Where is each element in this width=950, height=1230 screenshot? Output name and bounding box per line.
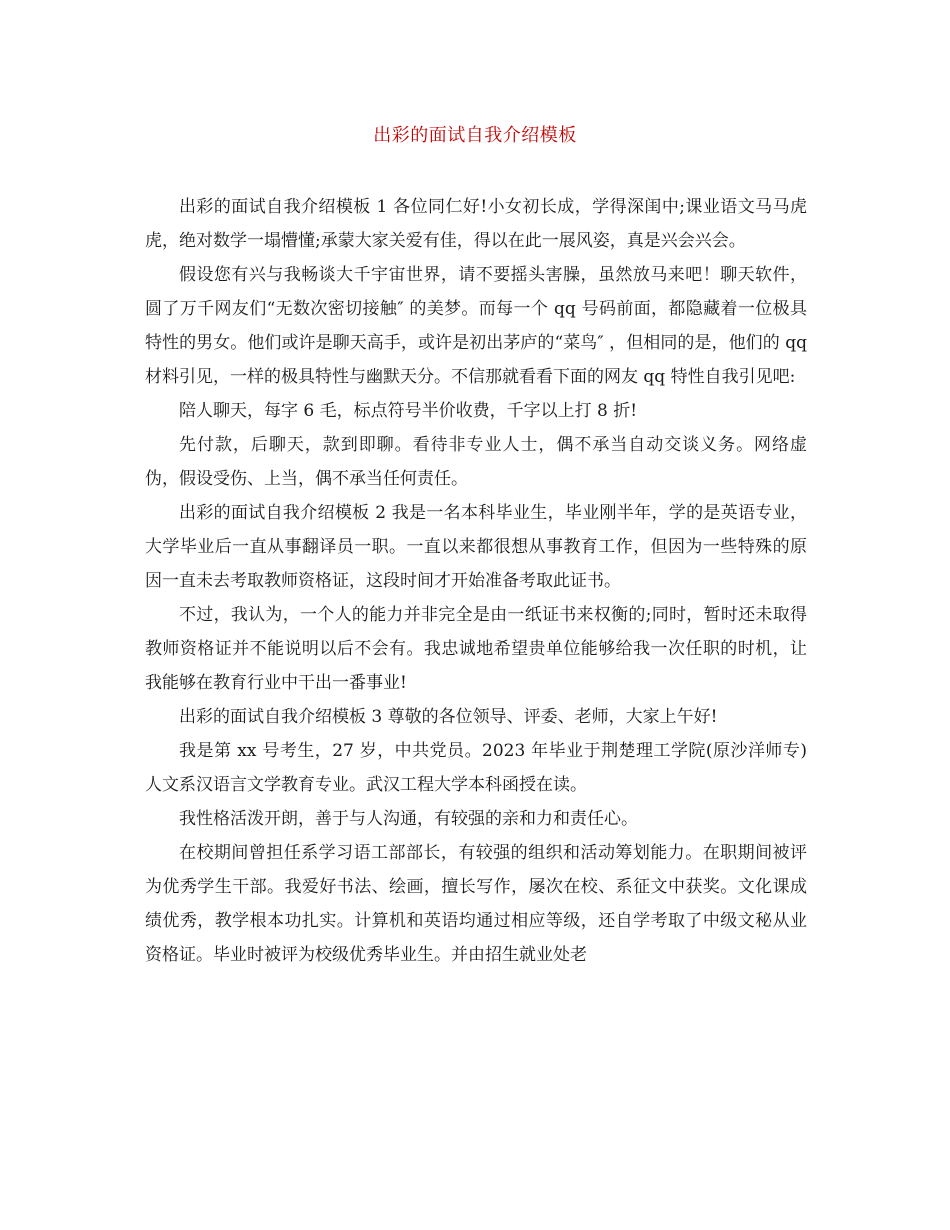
document-body [145, 190, 807, 972]
paragraph-2: 假设您有兴与我畅谈大千宇宙世界，请不要摇头害臊，虽然放马来吧！聊天软件，圆了万千网友们“无数次密切接触″ 的美梦。而每一个 qq 号码前面，都隐藏着一位极具特性的男女。他们或许是聊天高手，或许是初出茅庐的“菜鸟″ ，但相同的是，他们的 qq 材料引见，一样的极具特性与幽默天分。不信那就看看下面的网友 qq 特性自我引见吧: [145, 265, 807, 387]
paragraph-3: 陪人聊天，每字 6 毛，标点符号半价收费，千字以上打 8 折! [179, 401, 638, 421]
paragraph-4: 先付款，后聊天，款到即聊。看待非专业人士，偶不承当自动交谈义务。网络虚伪，假设受伤、上当，偶不承当任何责任。 [145, 435, 807, 489]
paragraph-1: 出彩的面试自我介绍模板 1 各位同仁好!小女初长成，学得深闺中;课业语文马马虎虎，绝对数学一塌懵懂;承蒙大家关爱有佳，得以在此一展风姿，真是兴会兴会。 [145, 197, 807, 251]
paragraph-10: 在校期间曾担任系学习语工部部长，有较强的组织和活动筹划能力。在职期间被评为优秀学生干部。我爱好书法、绘画，擅长写作，屡次在校、系征文中获奖。文化课成绩优秀，教学根本功扎实。计算机和英语均通过相应等级，还自学考取了中级文秘从业资格证。毕业时被评为校级优秀毕业生。并由招生就业处老 [145, 843, 807, 965]
paragraph-7: 出彩的面试自我介绍模板 3 尊敬的各位领导、评委、老师，大家上午好! [179, 707, 718, 727]
paragraph-6: 不过，我认为，一个人的能力并非完全是由一纸证书来权衡的;同时，暂时还未取得教师资格证并不能说明以后不会有。我忠诚地希望贵单位能够给我一次任职的时机，让我能够在教育行业中干出一番事业! [145, 605, 807, 693]
document-title: 出彩的面试自我介绍模板 [373, 125, 577, 146]
paragraph-8: 我是第 xx 号考生，27 岁，中共党员。2023 年毕业于荆楚理工学院(原沙洋师专)人文系汉语言文学教育专业。武汉工程大学本科函授在读。 [145, 741, 807, 795]
paragraph-9: 我性格活泼开朗，善于与人沟通，有较强的亲和力和责任心。 [179, 809, 638, 829]
paragraph-5: 出彩的面试自我介绍模板 2 我是一名本科毕业生，毕业刚半年，学的是英语专业，大学毕业后一直从事翻译员一职。一直以来都很想从事教育工作，但因为一些特殊的原因一直未去考取教师资格证，这段时间才开始准备考取此证书。 [145, 503, 807, 591]
